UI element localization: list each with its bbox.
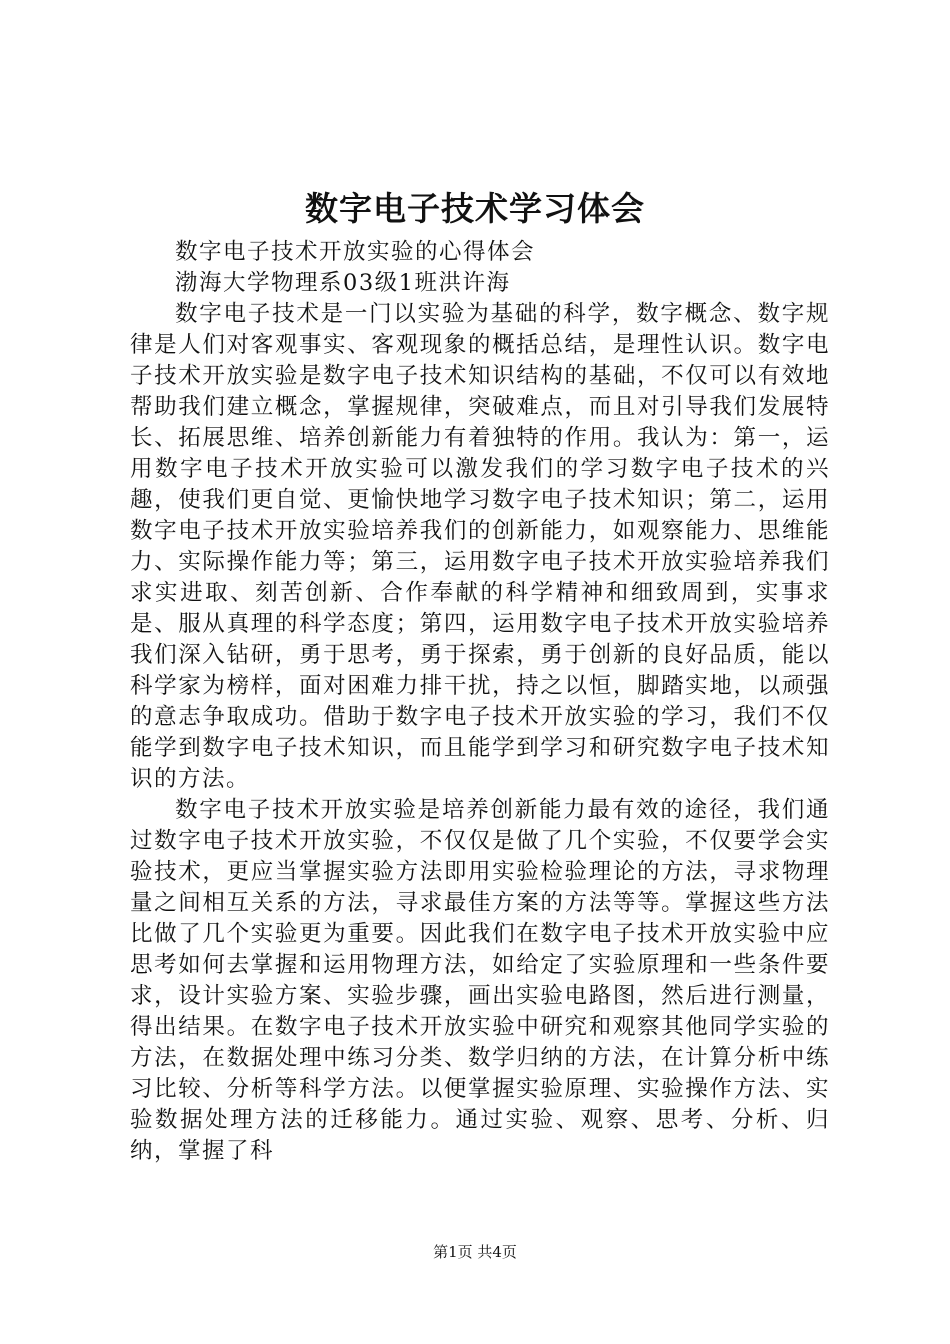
paragraph-2: 数字电子技术开放实验是培养创新能力最有效的途径，我们通过数字电子技术开放实验，不仅仅是做了几个实验，不仅要学会实验技术，更应当掌握实验方法即用实验检验理论的方法，寻求物理量之间相互关系的方法，寻求最佳方案的方法等等。掌握这些方法比做了几个实验更为重要。因此我们在数字电子技术开放实验中应思考如何去掌握和运用物理方法，如给定了实验原理和一些条件要求，设计实验方案、实验步骤，画出实验电路图，然后进行测量，得出结果。在数字电子技术开放实验中研究和观察其他同学实验的方法，在数据处理中练习分类、数学归纳的方法，在计算分析中练习比较、分析等科学方法。以便掌握实验原理、实验操作方法、实验数据处理方法的迁移能力。通过实验、观察、思考、分析、归纳，掌握了科 xyxy=(130,797,830,1164)
paragraph-1: 数字电子技术是一门以实验为基础的科学，数字概念、数字规律是人们对客观事实、客观现象的概括总结，是理性认识。数字电子技术开放实验是数字电子技术知识结构的基础，不仅可以有效地帮助我们建立概念，掌握规律，突破难点，而且对引导我们发展特长、拓展思维、培养创新能力有着独特的作用。我认为：第一，运用数字电子技术开放实验可以激发我们的学习数字电子技术的兴趣，使我们更自觉、更愉快地学习数字电子技术知识；第二，运用数字电子技术开放实验培养我们的创新能力，如观察能力、思维能力、实际操作能力等；第三，运用数字电子技术开放实验培养我们求实进取、刻苦创新、合作奉献的科学精神和细致周到，实事求是、服从真理的科学态度；第四，运用数字电子技术开放实验培养我们深入钻研，勇于思考，勇于探索，勇于创新的良好品质，能以科学家为榜样，面对困难力排干扰，持之以恒，脚踏实地，以顽强的意志争取成功。借助于数字电子技术开放实验的学习，我们不仅能学到数字电子技术知识，而且能学到学习和研究数字电子技术知识的方法。 xyxy=(130,301,830,792)
document-title: 数字电子技术学习体会 xyxy=(305,189,645,228)
document-body xyxy=(130,237,830,1167)
author-line: 渤海大学物理系03级1班洪许海 xyxy=(175,270,511,296)
page-footer: 第1页 共4页 xyxy=(433,1243,517,1261)
subtitle-line: 数字电子技术开放实验的心得体会 xyxy=(175,239,536,265)
